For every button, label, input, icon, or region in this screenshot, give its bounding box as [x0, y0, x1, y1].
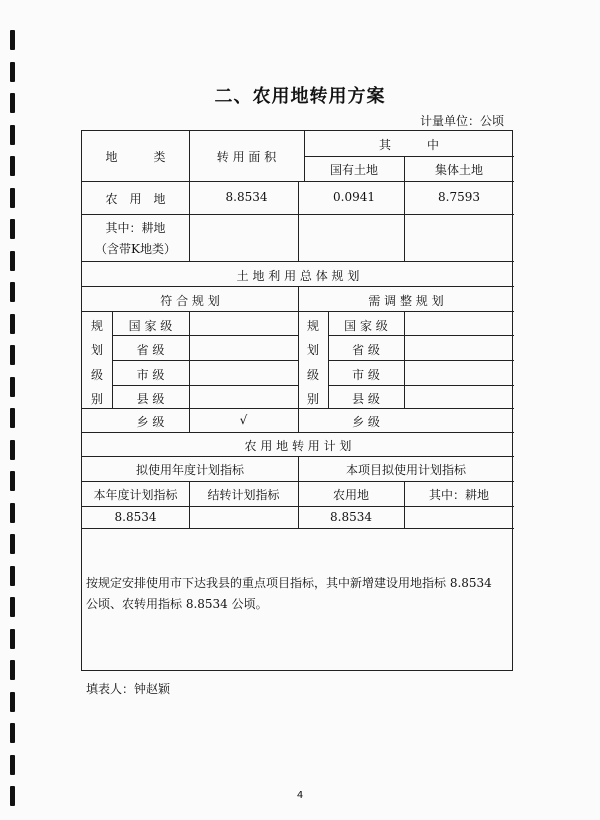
level-char: 别 — [306, 392, 319, 406]
header-area: 转 用 面 积 — [216, 150, 277, 164]
level-provincial: 省 级 — [352, 343, 380, 357]
binding-hole — [10, 251, 15, 271]
conversion-section-title: 农 用 地 转 用 计 划 — [244, 439, 352, 453]
binding-hole — [10, 471, 15, 491]
level-national: 国 家 级 — [128, 319, 173, 333]
header-collective-land: 集体土地 — [434, 163, 483, 177]
level-township: 乡 级 — [352, 415, 380, 429]
level-char: 规 — [306, 319, 319, 333]
remarks-text: 按规定安排使用市下达我县的重点项目指标，其中新增建设用地指标 8.8534 公顷、农转用指标 8.8534 公顷。 — [86, 576, 492, 611]
binding-hole — [10, 345, 15, 365]
cultivated-header: 其中：耕地 — [428, 488, 489, 502]
level-provincial: 省 级 — [136, 343, 165, 357]
level-char: 级 — [306, 368, 319, 382]
annual-plan-title: 拟使用年度计划指标 — [135, 463, 244, 477]
binding-hole — [10, 503, 15, 523]
farmland-header: 农用地 — [332, 488, 369, 502]
rule — [112, 360, 298, 361]
township-check-mark: √ — [239, 413, 248, 427]
binding-hole — [10, 188, 15, 208]
level-county: 县 级 — [352, 392, 380, 406]
rule — [82, 261, 514, 262]
planning-section-title: 土 地 利 用 总 体 规 划 — [236, 269, 360, 283]
level-char: 划 — [90, 343, 103, 357]
farmland-state: 0.0941 — [333, 190, 375, 204]
level-char: 级 — [90, 368, 103, 382]
cultivated-label: 其中：耕地 — [105, 221, 166, 235]
rule — [112, 335, 298, 336]
farmland-collective: 8.7593 — [438, 190, 480, 204]
binding-hole — [10, 660, 15, 680]
binding-hole — [10, 282, 15, 302]
binding-hole — [10, 566, 15, 586]
binding-hole — [10, 597, 15, 617]
binding-hole — [10, 755, 15, 775]
level-national: 国 家 级 — [344, 319, 388, 333]
header-category: 地 类 — [105, 150, 166, 164]
rule — [304, 156, 514, 157]
level-county: 县 级 — [136, 392, 165, 406]
binding-hole — [10, 314, 15, 334]
filled-by: 填表人：钟赵颖 — [86, 682, 171, 696]
level-municipal: 市 级 — [136, 368, 165, 382]
binding-hole — [10, 408, 15, 428]
project-plan-title: 本项目拟使用计划指标 — [345, 463, 466, 477]
binding-hole — [10, 156, 15, 176]
page-title: 二、农用地转用方案 — [214, 86, 386, 107]
rule — [112, 385, 298, 386]
rule — [328, 385, 514, 386]
level-char: 规 — [90, 319, 103, 333]
carryover-header: 结转计划指标 — [207, 488, 280, 502]
header-among: 其 中 — [378, 138, 439, 152]
farmland-value: 8.8534 — [330, 510, 372, 524]
binding-hole — [10, 62, 15, 82]
binding-hole — [10, 125, 15, 145]
rule — [82, 528, 514, 529]
level-char: 划 — [306, 343, 319, 357]
binding-hole — [10, 30, 15, 50]
rule — [404, 311, 405, 408]
binding-hole — [10, 534, 15, 554]
binding-hole — [10, 219, 15, 239]
rule — [328, 335, 514, 336]
binding-holes — [10, 30, 16, 810]
level-char: 别 — [90, 392, 103, 406]
level-municipal: 市 级 — [352, 368, 380, 382]
binding-hole — [10, 692, 15, 712]
header-state-land: 国有土地 — [329, 163, 378, 177]
page-number: 4 — [296, 790, 304, 801]
binding-hole — [10, 723, 15, 743]
cultivated-label-note: （含带K地类） — [95, 242, 176, 256]
level-township: 乡 级 — [136, 415, 165, 429]
conform-title: 符 合 规 划 — [160, 294, 220, 308]
farmland-area: 8.8534 — [225, 190, 268, 204]
binding-hole — [10, 629, 15, 649]
unit-label: 计量单位：公顷 — [419, 114, 504, 128]
binding-hole — [10, 377, 15, 397]
rule — [328, 360, 514, 361]
this-year-value: 8.8534 — [114, 510, 157, 524]
farmland-label: 农 用 地 — [105, 192, 166, 206]
adjust-title: 需 调 整 规 划 — [368, 294, 444, 308]
this-year-header: 本年度计划指标 — [93, 488, 178, 502]
binding-hole — [10, 440, 15, 460]
